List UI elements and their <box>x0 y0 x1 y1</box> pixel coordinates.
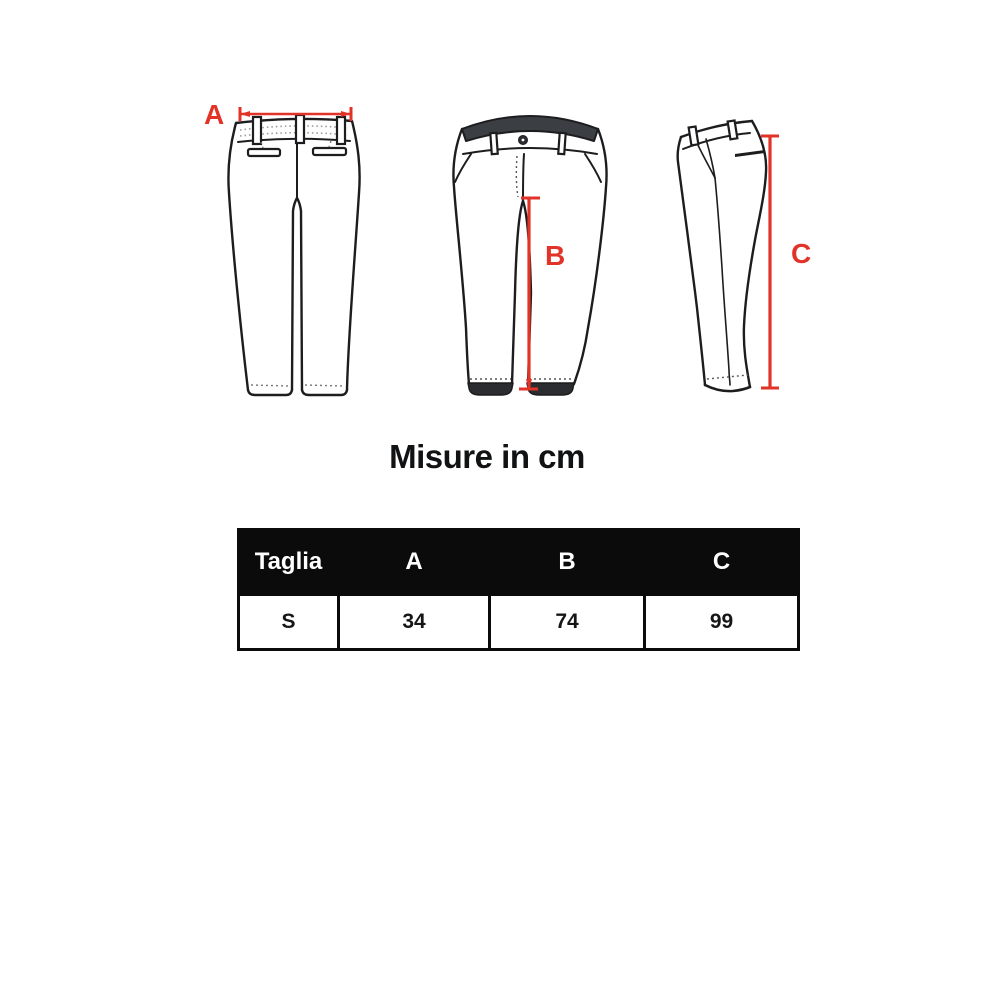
pants-front-view-drawing <box>438 103 618 403</box>
pants-side-view-drawing <box>663 108 778 398</box>
pants-side-pocket <box>735 150 765 157</box>
measure-label-a: A <box>204 99 225 130</box>
page-title: Misure in cm <box>389 438 585 475</box>
size-table-header-taglia: Taglia <box>239 530 339 595</box>
measure-label-c: C <box>791 238 812 269</box>
pants-front-waistband-inner <box>462 116 598 141</box>
pants-front-outline <box>453 129 606 384</box>
pants-front-hems <box>468 383 574 395</box>
pants-back-outline <box>228 119 359 395</box>
pants-front-belt-loops <box>490 133 565 154</box>
size-table <box>237 528 800 651</box>
size-cell-a: 34 <box>339 595 490 650</box>
size-table-header-a: A <box>339 530 490 595</box>
pants-back-view-drawing <box>193 95 363 410</box>
measure-label-b: B <box>545 240 566 271</box>
size-cell-c: 99 <box>645 595 799 650</box>
pants-side-belt-loops <box>689 120 738 145</box>
pants-front-button <box>519 136 528 145</box>
size-cell-b: 74 <box>490 595 645 650</box>
size-cell-taglia: S <box>239 595 339 650</box>
size-table-row-s <box>239 595 799 650</box>
size-table-header-b: B <box>490 530 645 595</box>
pants-side-hem-stitch <box>707 375 748 379</box>
size-table-header-row <box>239 530 799 595</box>
size-table-header-c: C <box>645 530 799 595</box>
